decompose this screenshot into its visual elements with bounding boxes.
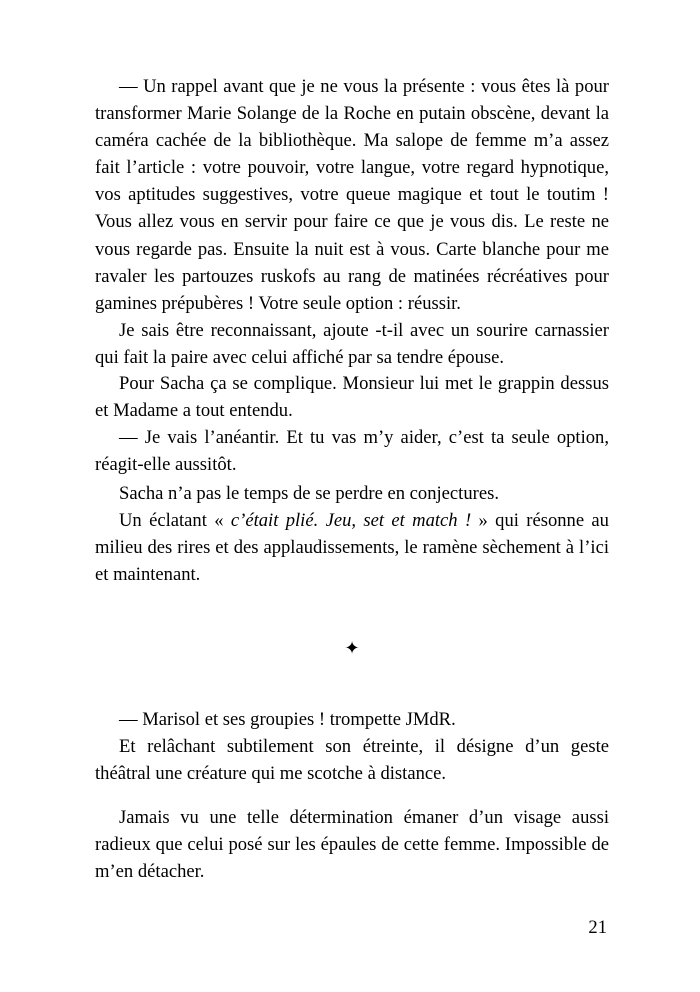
text-section-determination <box>95 804 609 885</box>
paragraph-text: Un éclatant « <box>119 510 231 532</box>
paragraph: Jamais vu une telle détermination émaner d’un visage aussi radieux que celui posé sur les épaules de cette femme. Impossible de m’en détacher. <box>95 807 609 883</box>
page-number: 21 <box>588 917 607 938</box>
text-section-dialogue <box>95 73 609 371</box>
paragraph: Pour Sacha ça se complique. Monsieur lui met le grappin dessus et Madame a tout entendu. <box>95 373 609 422</box>
paragraph: Je sais être reconnaissant, ajoute -t-il avec un sourire carnassier qui fait la paire avec celui affiché par sa tendre épouse. <box>95 319 609 368</box>
text-section-sacha <box>95 370 609 478</box>
paragraph: Et relâchant subtilement son étreinte, il désigne d’un geste théâtral une créature qui me scotche à distance. <box>95 736 609 785</box>
text-section-conjectures <box>95 480 609 588</box>
italic-quote: c’était plié. Jeu, set et match ! <box>230 510 472 532</box>
paragraph: — Un rappel avant que je ne vous la présente : vous êtes là pour transformer Marie Solange de la Roche en putain obscène, devant la caméra cachée de la bibliothèque. Ma salope de femme m’a assez fait l’article : votre pouvoir, votre langue, votre regard hypnotique, vos aptitudes suggestives, votre queue magique et tout le toutim ! Vous allez vous en servir pour faire ce que je vous dis. Le reste ne vous regarde pas. Ensuite la nuit est à vous. Carte blanche pour me ravaler les partouzes ruskofs au rang de matinées récréatives pour gamines prépubères ! Votre seule option : réussir. <box>95 76 609 314</box>
paragraph-text: » qui résonne au milieu des rires et des applaudissements, le ramène sèchement à l’ici et maintenant. <box>95 510 609 586</box>
paragraph <box>95 507 609 588</box>
text-section-marisol <box>95 706 609 787</box>
paragraph: — Marisol et ses groupies ! trompette JMdR. <box>119 709 456 730</box>
paragraph: Sacha n’a pas le temps de se perdre en conjectures. <box>119 483 499 504</box>
section-break-ornament-icon: ✦ <box>344 638 360 658</box>
paragraph: — Je vais l’anéantir. Et tu vas m’y aider, c’est ta seule option, réagit-elle aussitôt. <box>95 427 609 476</box>
